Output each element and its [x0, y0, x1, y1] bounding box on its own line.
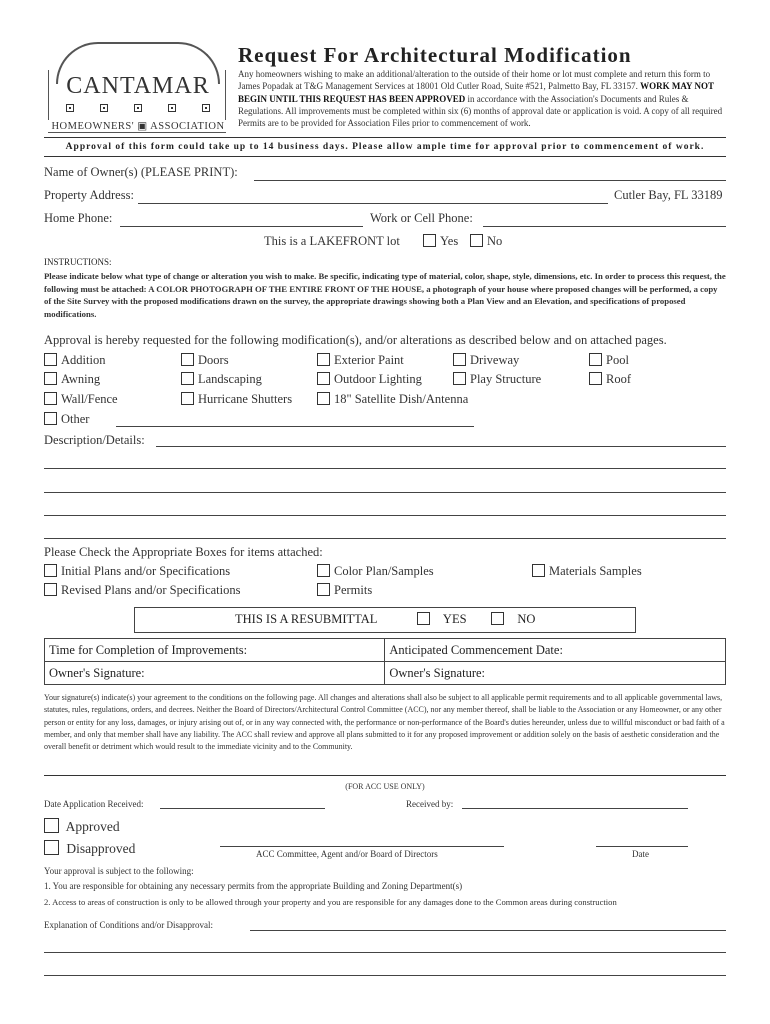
checkbox[interactable] — [44, 840, 59, 855]
option-landscaping[interactable] — [181, 372, 262, 387]
lakefront-yes-label: Yes — [440, 234, 459, 248]
option-label: Awning — [61, 372, 101, 386]
owner-name-label: Name of Owner(s) (PLEASE PRINT): — [44, 165, 238, 179]
option-label: Addition — [61, 353, 106, 367]
option-satellite-dish[interactable] — [317, 392, 468, 407]
attached-color-plan[interactable] — [317, 564, 434, 579]
option-label: Initial Plans and/or Specifications — [61, 564, 231, 578]
option-doors[interactable] — [181, 353, 229, 368]
option-pool[interactable] — [589, 353, 629, 368]
description-label: Description/Details: — [44, 433, 145, 447]
checkbox[interactable] — [317, 372, 330, 385]
logo-name: CANTAMAR — [66, 73, 210, 99]
home-phone-label: Home Phone: — [44, 211, 113, 225]
city-label: Cutler Bay, FL 33189 — [614, 188, 723, 202]
checkbox[interactable] — [44, 818, 59, 833]
disapproved-option[interactable] — [44, 840, 135, 857]
owner-signature-cell-2[interactable] — [385, 662, 726, 685]
description-line[interactable] — [44, 515, 726, 516]
acc-divider — [44, 775, 726, 776]
checkbox[interactable] — [317, 353, 330, 366]
legal-text: Your signature(s) indicate(s) your agreement to the conditions on the following page. All changes and alterations shall also be subject to all applicable permit requirements and to all applicable governmental laws, statutes, rules, regulations, orders, and decrees. Neither the Board of Directors/Architectural Control Committee (ACC), nor any member thereof, shall be liable to the Association or any Homeowner, or any other person or entity for any loss, damages, or injury arising out of, or in any way connected with, the performance or non-performance of the Board's duties hereunder, unless due to willful misconduct or bad faith of a member, and only that member shall have any liability. The ACC shall review and approve all plans submitted to it for any proposed improvement or addition solely on the basis of aesthetic consideration and the overall benefit or detriment which would result to the immediate vicinity and to the Community. — [44, 693, 725, 752]
option-other[interactable] — [44, 412, 89, 427]
approved-option[interactable] — [44, 818, 120, 835]
checkbox[interactable] — [44, 412, 57, 425]
option-driveway[interactable] — [453, 353, 519, 368]
option-label: Wall/Fence — [61, 392, 118, 406]
date-received-field[interactable] — [160, 808, 325, 809]
option-label: Pool — [606, 353, 629, 367]
checkbox[interactable] — [453, 372, 466, 385]
attached-heading: Please Check the Appropriate Boxes for items attached: — [44, 545, 323, 559]
checkbox[interactable] — [589, 353, 602, 366]
checkbox[interactable] — [532, 564, 545, 577]
instructions-heading: INSTRUCTIONS: — [44, 257, 112, 267]
acc-use-header: (FOR ACC USE ONLY) — [345, 782, 425, 791]
explanation-field[interactable] — [250, 930, 726, 931]
checkbox[interactable] — [44, 353, 57, 366]
disapproved-label: Disapproved — [66, 841, 136, 856]
committee-signature-field[interactable] — [220, 846, 504, 847]
explanation-line[interactable] — [44, 952, 726, 953]
property-address-field[interactable] — [138, 203, 608, 204]
option-label: Materials Samples — [549, 564, 642, 578]
received-by-field[interactable] — [462, 808, 688, 809]
completion-time-cell[interactable] — [45, 639, 385, 662]
option-addition[interactable] — [44, 353, 105, 368]
owner-name-field[interactable] — [254, 180, 726, 181]
checkbox[interactable] — [181, 353, 194, 366]
resubmittal-no-label: NO — [517, 612, 536, 626]
option-label: Other — [61, 412, 90, 426]
resubmittal-yes-label: YES — [442, 612, 467, 626]
attached-permits[interactable] — [317, 583, 372, 598]
attached-materials-samples[interactable] — [532, 564, 642, 579]
logo-hoa: HOMEOWNERS' ▣ ASSOCIATION — [44, 120, 232, 132]
intro-line1: Any homeowners wishing to make an additional/alteration to the outside of their home or lot must complete and return this form to James Popadak at T&G Management Services at 18001 Old Cutler Road, Suite #521, Palmetto Bay, FL 33157. — [238, 69, 711, 92]
resubmittal-label: THIS IS A RESUBMITTAL — [235, 612, 378, 626]
acc-date-label: Date — [632, 849, 649, 859]
option-exterior-paint[interactable] — [317, 353, 404, 368]
approval-notice: Approval of this form could take up to 14 business days. Please allow ample time for approval prior to commencement of work. — [44, 137, 726, 157]
acc-date-field[interactable] — [596, 846, 688, 847]
option-outdoor-lighting[interactable] — [317, 372, 422, 387]
option-label: Landscaping — [198, 372, 262, 386]
logo-square-icon — [202, 104, 210, 112]
modifications-heading: Approval is hereby requested for the following modification(s), and/or alterations as described below and on attached pages. — [44, 333, 667, 347]
description-line[interactable] — [44, 492, 726, 493]
home-phone-field[interactable] — [120, 226, 363, 227]
logo-square-icon — [168, 104, 176, 112]
resubmittal-no[interactable] — [491, 612, 535, 627]
option-label: Exterior Paint — [334, 353, 404, 367]
commencement-date-label: Anticipated Commencement Date: — [389, 642, 563, 657]
checkbox[interactable] — [44, 583, 57, 596]
checkbox[interactable] — [589, 372, 602, 385]
checkbox[interactable] — [181, 392, 194, 405]
option-hurricane-shutters[interactable] — [181, 392, 292, 407]
date-received-label: Date Application Received: — [44, 799, 144, 809]
lakefront-label: This is a LAKEFRONT lot — [264, 234, 400, 248]
condition-1: 1. You are responsible for obtaining any necessary permits from the appropriate Building and Zoning Department(s) — [44, 881, 463, 891]
option-play-structure[interactable] — [453, 372, 541, 387]
checkbox[interactable] — [470, 234, 483, 247]
commencement-date-cell[interactable] — [385, 639, 726, 662]
option-label: Roof — [606, 372, 631, 386]
option-label: Play Structure — [470, 372, 542, 386]
intro-warning: WORK MAY NOT BEGIN UNTIL THIS REQUEST HAS BEEN APPROVED — [238, 81, 714, 104]
received-by-label: Received by: — [406, 799, 454, 809]
option-label: Outdoor Lighting — [334, 372, 422, 386]
attached-revised-plans[interactable] — [44, 583, 240, 598]
option-label: Revised Plans and/or Specifications — [61, 583, 241, 597]
checkbox[interactable] — [44, 564, 57, 577]
description-field[interactable] — [156, 446, 726, 447]
logo-square-icon — [66, 104, 74, 112]
intro-text — [238, 68, 726, 129]
option-wall-fence[interactable] — [44, 392, 118, 407]
checkbox[interactable] — [453, 353, 466, 366]
explanation-line[interactable] — [44, 975, 726, 976]
approved-label: Approved — [65, 819, 120, 834]
condition-2: 2. Access to areas of construction is only to be allowed through your property and you are responsible for any damages done to the Common areas during construction — [44, 897, 617, 907]
owner-signature-label: Owner's Signature: — [49, 665, 145, 680]
option-label: Permits — [334, 583, 373, 597]
description-line[interactable] — [44, 468, 726, 469]
checkbox[interactable] — [491, 612, 504, 625]
committee-label: ACC Committee, Agent and/or Board of Directors — [256, 849, 438, 859]
attached-initial-plans[interactable] — [44, 564, 230, 579]
option-label: Driveway — [470, 353, 520, 367]
owner-signature-label: Owner's Signature: — [389, 665, 486, 680]
checkbox[interactable] — [317, 564, 330, 577]
owner-signature-cell-1[interactable] — [45, 662, 385, 685]
checkbox[interactable] — [417, 612, 430, 625]
lakefront-no[interactable] — [470, 234, 502, 249]
logo-square-icon — [134, 104, 142, 112]
checkbox[interactable] — [317, 392, 330, 405]
other-field[interactable] — [116, 426, 474, 427]
conditions-heading: Your approval is subject to the following: — [44, 866, 194, 876]
resubmittal-box — [134, 607, 636, 633]
cell-phone-field[interactable] — [483, 226, 726, 227]
cantamar-logo — [44, 42, 232, 132]
completion-time-label: Time for Completion of Improvements: — [49, 642, 248, 657]
checkbox[interactable] — [44, 372, 57, 385]
option-roof[interactable] — [589, 372, 631, 387]
lakefront-no-label: No — [487, 234, 503, 248]
explanation-label: Explanation of Conditions and/or Disapproval: — [44, 920, 213, 930]
page-title: Request For Architectural Modification — [238, 43, 632, 67]
option-label: Hurricane Shutters — [198, 392, 293, 406]
option-label: Color Plan/Samples — [334, 564, 434, 578]
checkbox[interactable] — [44, 392, 57, 405]
logo-square-icon — [100, 104, 108, 112]
description-line[interactable] — [44, 538, 726, 539]
completion-table — [44, 638, 726, 685]
logo-squares — [66, 104, 210, 112]
property-address-label: Property Address: — [44, 188, 134, 202]
resubmittal-yes[interactable] — [417, 612, 467, 627]
checkbox[interactable] — [317, 583, 330, 596]
cell-phone-label: Work or Cell Phone: — [370, 211, 473, 225]
checkbox[interactable] — [423, 234, 436, 247]
option-label: Doors — [198, 353, 229, 367]
option-label: 18" Satellite Dish/Antenna — [334, 392, 469, 406]
lakefront-yes[interactable] — [423, 234, 458, 249]
intro-line2: in accordance with the Association's Documents and Rules & Regulations. All improvements must be completed within six (6) months of approval date or application is void. A copy of all required Permits are to be provided for Association Files prior to commencement of work. — [238, 93, 723, 129]
instructions-text: Please indicate below what type of change or alteration you wish to make. Be specific, indicating type of material, color, shape, style, dimensions, etc. In order to process this request, the following must be attached: A COLOR PHOTOGRAPH OF THE ENTIRE FRONT OF THE HOUSE, a photograph of your house where proposed changes will be performed, a copy of the Site Survey with the proposed modifications drawn on the survey, the appropriate drawings showing both a Plan View and an Elevation, and specifications of proposed modifications. — [44, 271, 726, 319]
option-awning[interactable] — [44, 372, 100, 387]
checkbox[interactable] — [181, 372, 194, 385]
